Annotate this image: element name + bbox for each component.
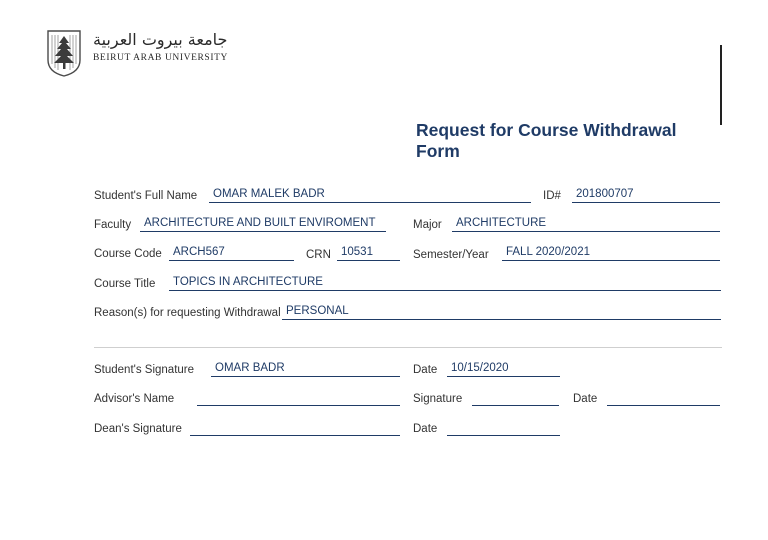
- semester-year-label: Semester/Year: [413, 249, 489, 261]
- form-title: Request for Course Withdrawal Form: [416, 120, 677, 161]
- course-code-label: Course Code: [94, 248, 162, 260]
- faculty-value: ARCHITECTURE AND BUILT ENVIROMENT: [144, 217, 376, 229]
- id-label: ID#: [543, 190, 561, 202]
- crn-field[interactable]: [337, 246, 400, 261]
- section-divider: [94, 347, 722, 348]
- dean-signature-field[interactable]: [190, 421, 400, 436]
- vertical-divider: [720, 45, 722, 125]
- crn-label: CRN: [306, 249, 331, 261]
- full-name-label: Student's Full Name: [94, 190, 198, 202]
- advisor-name-field[interactable]: [197, 391, 400, 406]
- major-value: ARCHITECTURE: [456, 217, 547, 229]
- date-value: 10/15/2020: [451, 362, 509, 374]
- reason-label: Reason(s) for requesting Withdrawal: [94, 307, 281, 319]
- date-label: Date: [413, 364, 438, 376]
- id-field[interactable]: [572, 188, 720, 203]
- cedar-emblem-icon: [45, 28, 83, 78]
- reason-field[interactable]: [282, 305, 721, 320]
- advisor-date-label: Date: [573, 393, 598, 405]
- dean-signature-label: Dean's Signature: [94, 423, 182, 435]
- major-field[interactable]: [452, 217, 720, 232]
- faculty-label: Faculty: [94, 219, 132, 231]
- date-field[interactable]: [447, 362, 560, 377]
- signature-label: Signature: [413, 393, 463, 405]
- dean-date-field[interactable]: [447, 421, 560, 436]
- full-name-field[interactable]: [209, 188, 531, 203]
- student-signature-label: Student's Signature: [94, 364, 195, 376]
- course-code-value: ARCH567: [173, 246, 225, 258]
- crn-value: 10531: [341, 246, 373, 258]
- course-title-label: Course Title: [94, 278, 156, 290]
- student-signature-field[interactable]: [211, 362, 400, 377]
- advisor-name-label: Advisor's Name: [94, 393, 175, 405]
- reason-value: PERSONAL: [286, 305, 349, 317]
- advisor-date-field[interactable]: [607, 391, 720, 406]
- major-label: Major: [413, 219, 442, 231]
- course-title-value: TOPICS IN ARCHITECTURE: [173, 276, 323, 288]
- advisor-signature-field[interactable]: [472, 391, 559, 406]
- semester-year-value: FALL 2020/2021: [506, 246, 590, 258]
- dean-date-label: Date: [413, 423, 438, 435]
- student-signature-value: OMAR BADR: [215, 362, 285, 374]
- university-name-english: BEIRUT ARAB UNIVERSITY: [93, 53, 228, 63]
- faculty-field[interactable]: [140, 217, 386, 232]
- id-value: 201800707: [576, 188, 634, 200]
- course-title-field[interactable]: [169, 276, 721, 291]
- full-name-value: OMAR MALEK BADR: [213, 188, 325, 200]
- course-code-field[interactable]: [169, 246, 294, 261]
- university-name-arabic: جامعة بيروت العربية: [93, 30, 228, 49]
- semester-year-field[interactable]: [502, 246, 720, 261]
